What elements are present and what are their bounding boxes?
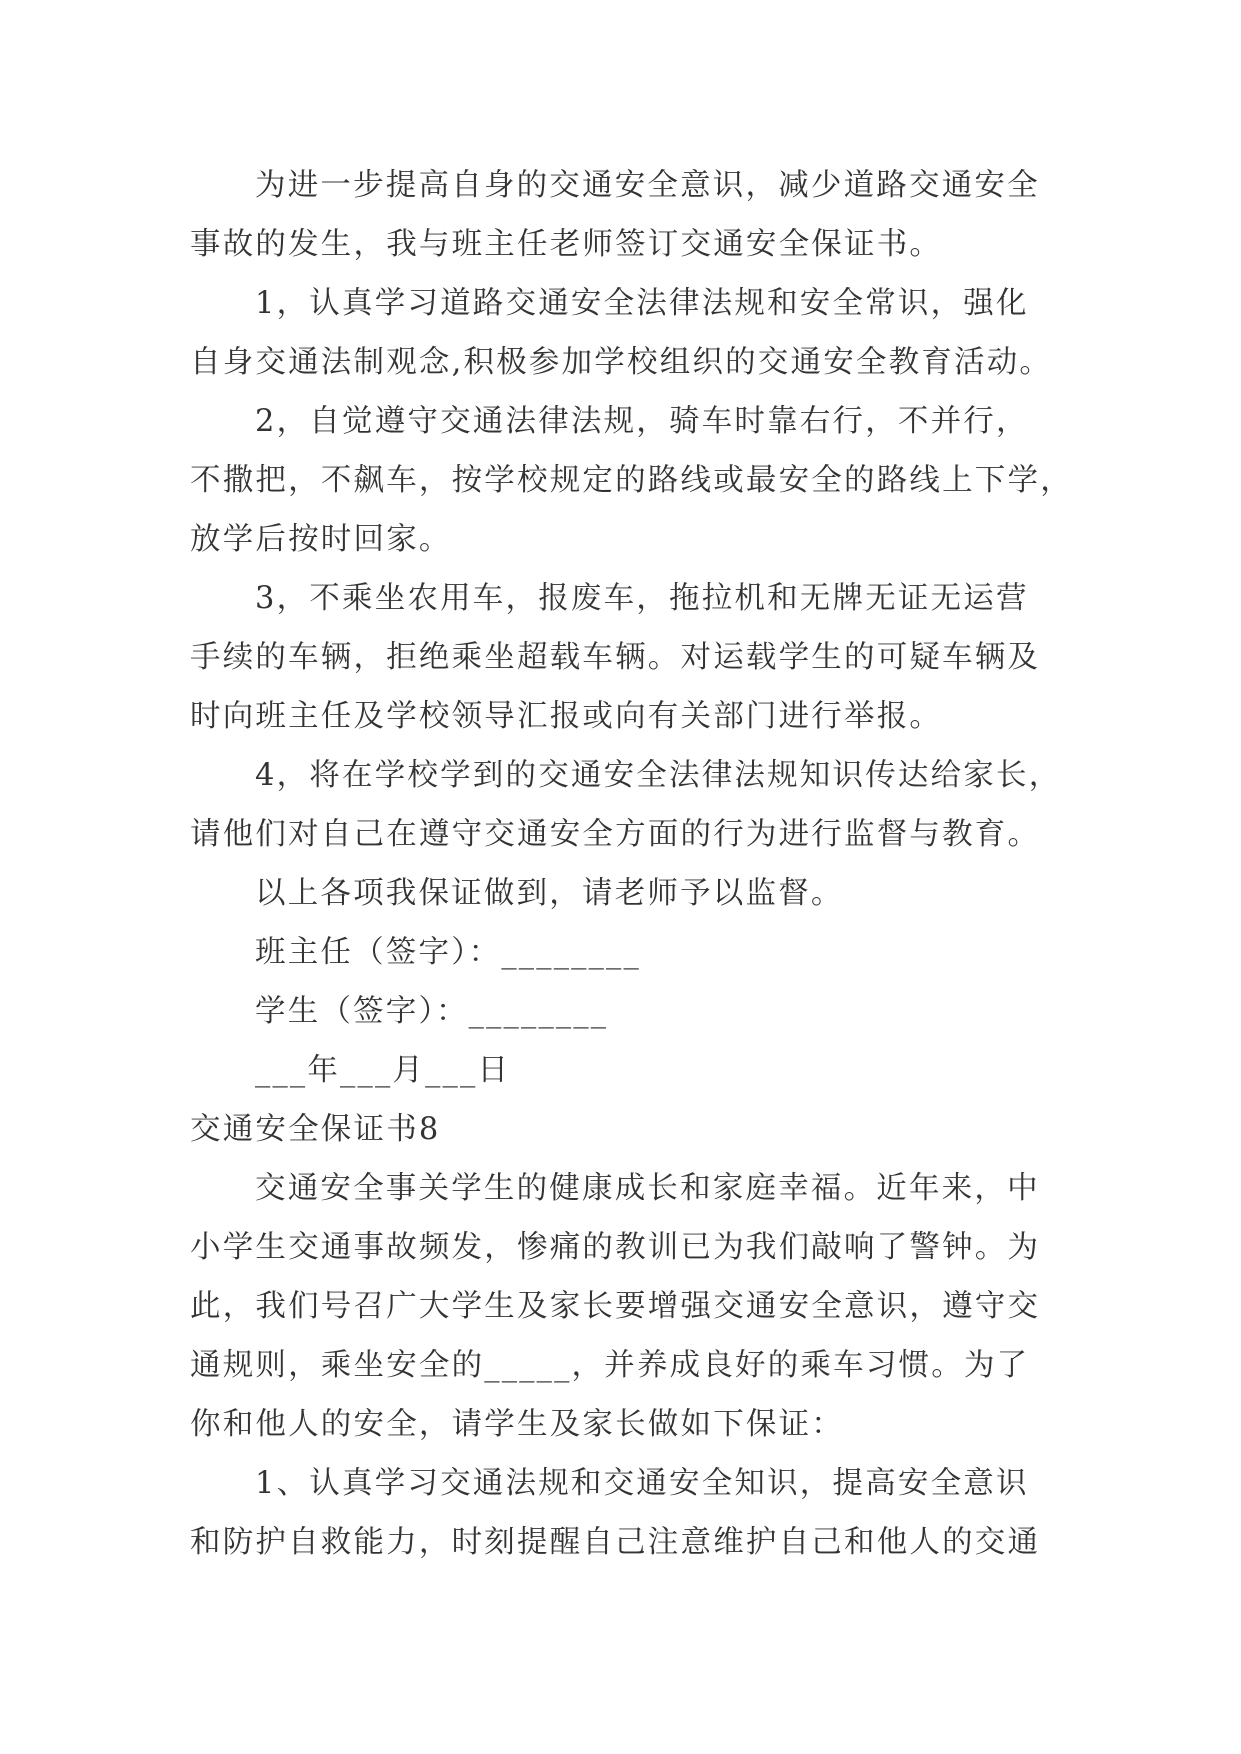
item-1-line-1: 1，认真学习道路交通安全法律法规和安全常识，强化 — [255, 286, 1029, 321]
item-3-line-1: 3，不乘坐农用车，报废车，拖拉机和无牌无证无运营 — [255, 581, 1029, 616]
date-line: ___年___月___日 — [255, 1053, 511, 1088]
section-title: 交通安全保证书8 — [190, 1112, 441, 1147]
section-8-item-1-line-2: 和防护自救能力，时刻提醒自己注意维护自己和他人的交通 — [190, 1525, 1041, 1560]
student-signature-line: 学生（签字）：________ — [255, 994, 609, 1029]
item-4-line-2: 请他们对自己在遵守交通安全方面的行为进行监督与教育。 — [190, 817, 1041, 852]
section-8-intro-line-3: 此，我们号召广大学生及家长要增强交通安全意识，遵守交 — [190, 1289, 1041, 1324]
section-8-intro-line-4: 通规则，乘坐安全的_____，并养成良好的乘车习惯。为了 — [190, 1348, 1030, 1383]
document-body — [190, 156, 1073, 1572]
section-8-intro-line-2: 小学生交通事故频发，惨痛的教训已为我们敲响了警钟。为 — [190, 1230, 1041, 1265]
item-4-line-1: 4，将在学校学到的交通安全法律法规知识传达给家长， — [255, 758, 1062, 793]
item-1-line-2: 自身交通法制观念,积极参加学校组织的交通安全教育活动。 — [190, 345, 1053, 380]
section-8-item-1-line-1: 1、认真学习交通法规和交通安全知识，提高安全意识 — [255, 1466, 1029, 1501]
item-2-line-3: 放学后按时回家。 — [190, 522, 452, 557]
item-3-line-3: 时向班主任及学校领导汇报或向有关部门进行举报。 — [190, 699, 943, 734]
closing-statement: 以上各项我保证做到，请老师予以监督。 — [255, 876, 844, 911]
teacher-signature-line: 班主任（签字）：________ — [255, 935, 641, 970]
section-8-intro-line-5: 你和他人的安全，请学生及家长做如下保证： — [190, 1407, 844, 1442]
item-2-line-1: 2，自觉遵守交通法律法规，骑车时靠右行，不并行， — [255, 404, 1029, 439]
item-2-line-2: 不撒把，不飙车，按学校规定的路线或最安全的路线上下学， — [190, 463, 1073, 498]
item-3-line-2: 手续的车辆，拒绝乘坐超载车辆。对运载学生的可疑车辆及 — [190, 640, 1041, 675]
paragraph-intro-line-1: 为进一步提高自身的交通安全意识，减少道路交通安全 — [255, 168, 1040, 203]
paragraph-intro-line-2: 事故的发生，我与班主任老师签订交通安全保证书。 — [190, 227, 943, 262]
section-8-intro-line-1: 交通安全事关学生的健康成长和家庭幸福。近年来，中 — [255, 1171, 1040, 1206]
